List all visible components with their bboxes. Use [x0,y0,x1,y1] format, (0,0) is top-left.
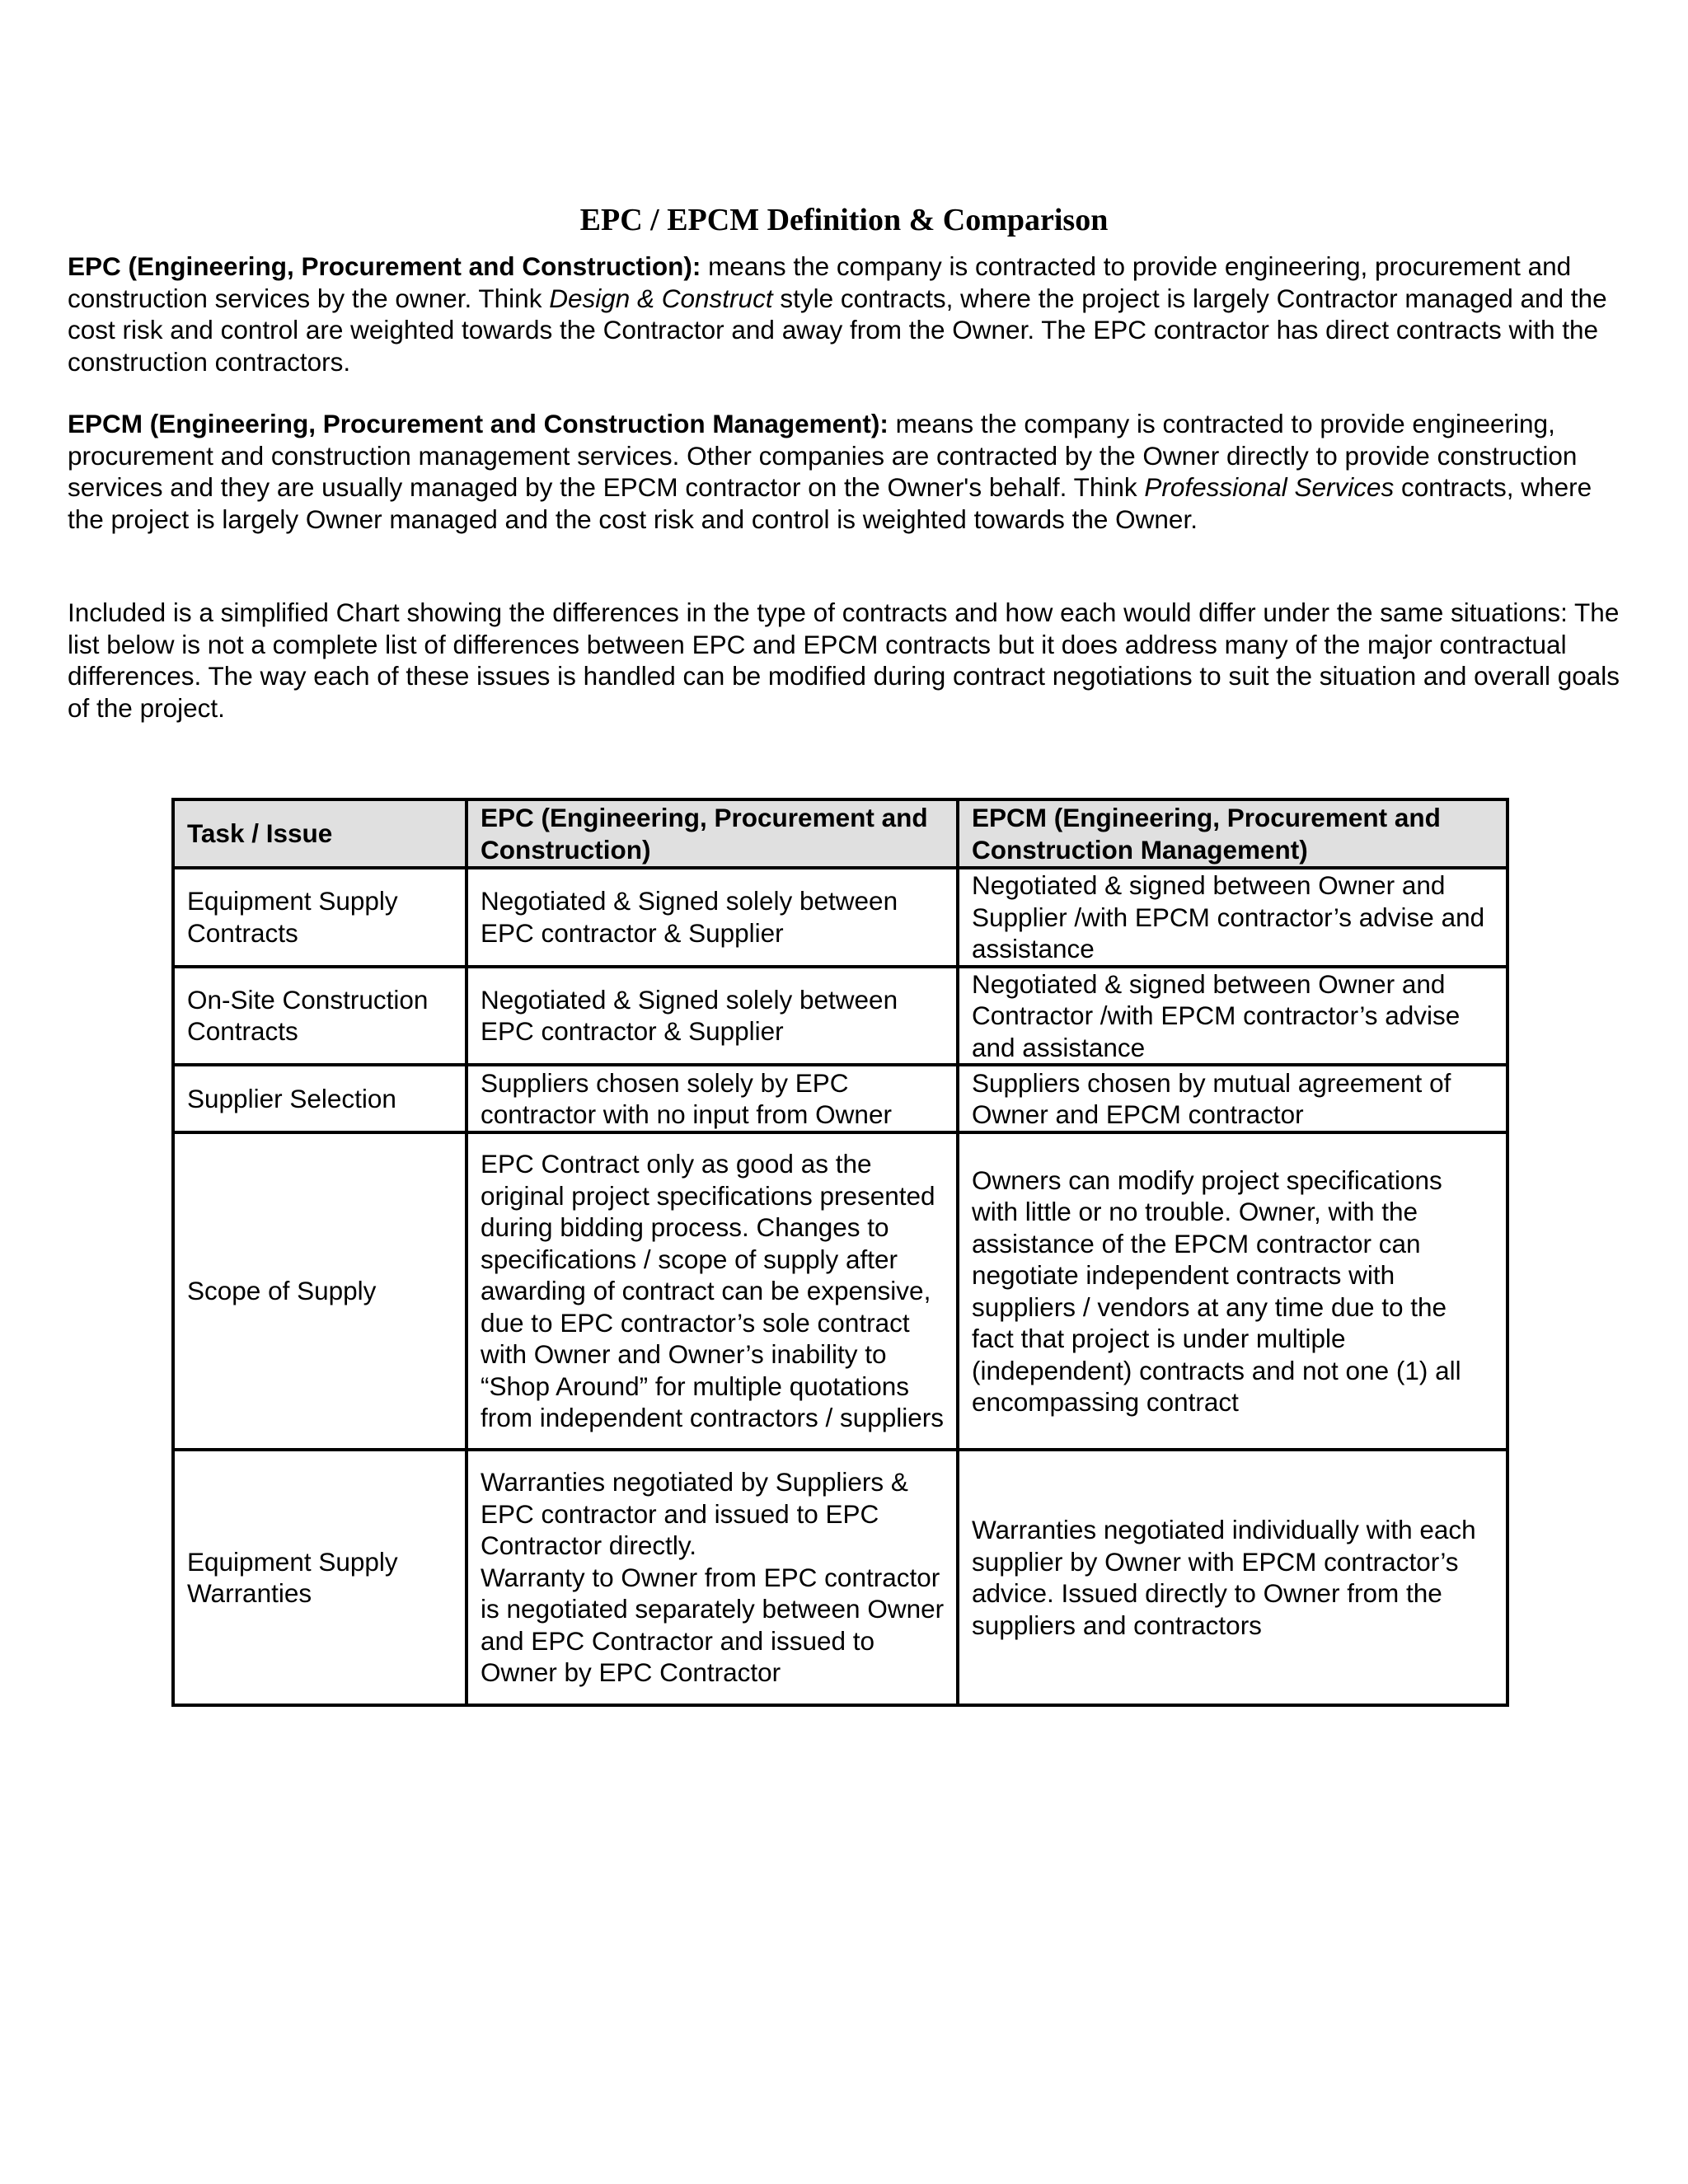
epcm-emphasis: Professional Services [1144,472,1395,502]
epc-term: EPC (Engineering, Procurement and Construction): [68,251,701,281]
task-cell: On-Site Construction Contracts [173,967,467,1066]
epcm-cell: Suppliers chosen by mutual agreement of Owner and EPCM contractor [958,1065,1507,1132]
task-cell: Equipment Supply Contracts [173,868,467,967]
epc-definition-text-2: style contracts, where the project is largely Contractor managed and the cost risk and control are weighted towards the Contractor and away from the Owner. The EPC contractor has direct contracts with the construction contractors. [68,283,1607,377]
table-row [173,868,1507,967]
comparison-table [171,798,1509,1707]
epcm-definition-text-1: means the company is contracted to provide engineering, procurement and construction management services. Other companies are contracted by the Owner directly to provide construction services and they are usually managed by the EPCM contractor on the Owner's behalf. Think [68,409,1578,502]
table-row [173,1450,1507,1705]
header-epc: EPC (Engineering, Procurement and Construction) [467,799,958,868]
table-row [173,1065,1507,1132]
table-header-row [173,799,1507,868]
table-row [173,1132,1507,1450]
epcm-definition-text-2: contracts, where the project is largely Owner managed and the cost risk and control is weighted towards the Owner. [68,472,1592,534]
epcm-cell: Owners can modify project specifications with little or no trouble. Owner, with the assistance of the EPCM contractor can negotiate independent contracts with suppliers / vendors at any time due to the fact that project is under multiple (independent) contracts and not one (1) all encompassing contract [958,1132,1507,1450]
epcm-definition-paragraph [68,408,1634,535]
task-cell: Supplier Selection [173,1065,467,1132]
epc-cell: Negotiated & Signed solely between EPC contractor & Supplier [467,868,958,967]
page-title: EPC / EPCM Definition & Comparison [579,203,1109,237]
epc-cell: Suppliers chosen solely by EPC contractor with no input from Owner [467,1065,958,1132]
epc-emphasis: Design & Construct [549,283,773,313]
header-epcm: EPCM (Engineering, Procurement and Construction Management) [958,799,1507,868]
epcm-cell: Negotiated & signed between Owner and Supplier /with EPCM contractor’s advise and assistance [958,868,1507,967]
epc-cell: Negotiated & Signed solely between EPC contractor & Supplier [467,967,958,1066]
epcm-term: EPCM (Engineering, Procurement and Construction Management): [68,409,889,438]
epc-definition-paragraph [68,251,1634,377]
task-cell: Scope of Supply [173,1132,467,1450]
epcm-cell: Negotiated & signed between Owner and Contractor /with EPCM contractor’s advise and assistance [958,967,1507,1066]
epc-cell: EPC Contract only as good as the original project specifications presented during bidding process. Changes to specifications / scope of supply after awarding of contract can be expensive, due to EPC contractor’s sole contract with Owner and Owner’s inability to “Shop Around” for multiple quotations from independent contractors / suppliers [467,1132,958,1450]
epcm-cell: Warranties negotiated individually with each supplier by Owner with EPCM contractor’s advice. Issued directly to Owner from the suppliers and contractors [958,1450,1507,1705]
epc-cell: Warranties negotiated by Suppliers & EPC contractor and issued to EPC Contractor directly. Warranty to Owner from EPC contractor is negotiated separately between Owner and EPC Contractor and issued to Owner by EPC Contractor [467,1450,958,1705]
task-cell: Equipment Supply Warranties [173,1450,467,1705]
intro-paragraph: Included is a simplified Chart showing the differences in the type of contracts and how each would differ under the same situations: The list below is not a complete list of differences between EPC and EPCM contracts but it does address many of the major contractual differences. The way each of these issues is handled can be modified during contract negotiations to suit the situation and overall goals of the project. [68,598,1620,723]
table-row [173,967,1507,1066]
header-task-issue: Task / Issue [173,799,467,868]
epc-definition-text-1: means the company is contracted to provide engineering, procurement and construction services by the owner. Think [68,251,1572,313]
